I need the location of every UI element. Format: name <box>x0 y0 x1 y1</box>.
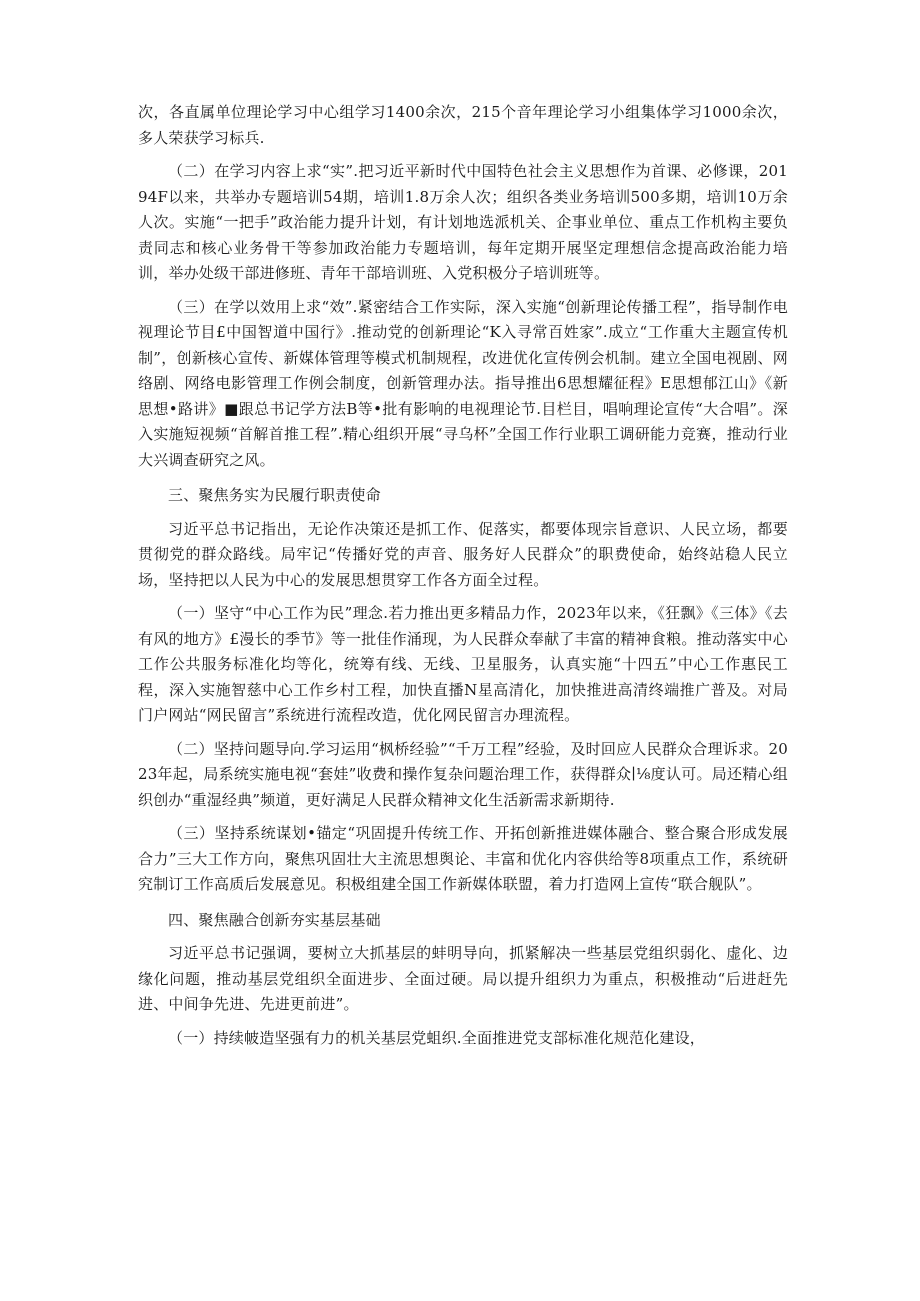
section-heading: 三、聚焦务实为民履行职责使命 <box>168 486 381 504</box>
paragraph: （一）坚守“中心工作为民”理念.若力推出更多精品力作，2023年以来，《狂飘》《三体》《去有风的地方》£漫长的季节》等一批佳作涌现，为人民群众奉献了丰富的精神食粮。推动落实中心工作公共服务标准化均等化，统筹有线、无线、卫星服务，认真实施“十四五”中心工作惠民工程，深入实施智慈中心工作乡村工程，加快直播N星高清化，加快推进高清终端推广普及。对局门户网站“网民留言”系统进行流程改造，优化网民留言办理流程。 <box>138 604 788 724</box>
paragraph: （二）坚持问题导向.学习运用“枫桥经验”“千万工程”经验，及时回应人民群众合理诉求。2023年起，局系统实施电视“套娃”收费和操作复杂问题治理工作，获得群众∣⅛度认可。局还精心组织创办“重湿经典”频道，更好满足人民群众精神文化生活新需求新期待. <box>138 739 788 809</box>
paragraph: （一）持续帔造坚强有力的机关基层党蛆织.全面推进党支部标准化规范化建设， <box>168 1028 705 1047</box>
document-body <box>138 100 788 1051</box>
paragraph: 习近平总书记指出，无论作决策还是抓工作、促落实，都要体现宗旨意识、人民立场，都要贯彻党的群众路线。局牢记“传播好党的声音、服务好人民群众”的职费使命，始终站稳人民立场，坚持把以人民为中心的发展思想贯穿工作各方面全过程。 <box>138 519 788 589</box>
paragraph: （三）在学以效用上求“效”.紧密结合工作实际，深入实施“创新理论传播工程”，指导制作电视理论节目£中国智道中国行》.推动党的创新理论“K入寻常百姓家”.成立“工作重大主题宣传机制”，创新核心宣传、新媒体管理等模式机制规程，改进优化宣传例会机制。建立全国电视剧、网络剧、网络电影管理工作例会制度，创新管理办法。指导推出6思想耀征程》E思想郁江山》《新思想•路讲》■跟总书记学方法B等•批有影响的电视理论节.目栏目，唱响理论宣传“大合唱”。深入实施短视频“首解首推工程”.精心组织开展“寻乌杯”全国工作行业职工调研能力竞赛，推动行业大兴调查研究之风。 <box>138 297 788 469</box>
paragraph: （二）在学习内容上求“实”.把习近平新时代中国特色社会主义思想作为首课、必修课，20194F以来，共举办专题培训54期，培训1.8万余人次；组织各类业务培训500多期，培训10万余人次。实施“一把手”政治能力提升计划，有计划地选派机关、企事业单位、重点工作机构主要负责同志和核心业务骨干等参加政治能力专题培训，每年定期开展坚定理想信念提高政治能力培训，举办处级干部进修班、青年干部培训班、入党积极分子培训班等。 <box>138 162 788 282</box>
section-heading: 四、聚焦融合创新夯实基层基础 <box>168 910 381 929</box>
paragraph: （三）坚持系统谋划•锚定“巩固提升传统工作、开拓创新推进媒体融合、整合聚合形成发展合力”三大工作方向，聚焦巩固壮大主流思想舆论、丰富和优化内容供给等8项重点工作，系统研究制订工作高质后发展意见。积极组建全国工作新媒体联盟，着力打造网上宣传“联合舰队”。 <box>138 824 788 893</box>
paragraph: 习近平总书记强调，要树立大抓基层的蚌明导向，抓紧解决一些基层党组织弱化、虚化、边缘化问题，推动基层党组织全面进步、全面过硬。局以提升组织力为重点，积极推动“后进赶先进、中间争先进、先进更前进”。 <box>138 944 788 1013</box>
paragraph-continuation: 次，各直属单位理论学习中心组学习1400余次，215个音年理论学习小组集体学习1000余次，多人荣获学习标兵. <box>138 103 788 147</box>
